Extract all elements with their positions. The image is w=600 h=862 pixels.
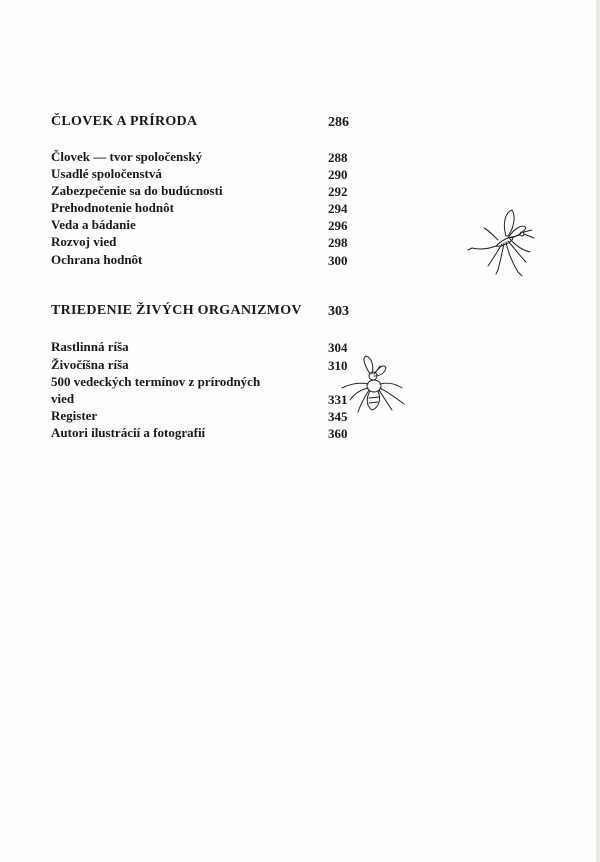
toc-page-number: 331 (328, 392, 348, 407)
fly-icon (340, 354, 412, 416)
page-edge (596, 0, 600, 862)
mosquito-icon (462, 204, 542, 280)
section-page-number: 286 (328, 115, 349, 130)
toc-entry: Usadlé spoločenstvá (51, 166, 162, 181)
toc-entry: Prehodnotenie hodnôt (51, 200, 174, 215)
toc-entry: Veda a bádanie (51, 217, 136, 232)
section-title-triedenie: TRIEDENIE ŽIVÝCH ORGANIZMOV (51, 303, 302, 318)
toc-entry: 500 vedeckých termínov z prírodných (51, 374, 261, 389)
toc-page-number: 360 (328, 426, 348, 441)
toc-page-number: 296 (328, 218, 348, 233)
toc-entry: Rastlinná ríša (51, 339, 129, 354)
toc-entry: Zabezpečenie sa do budúcnosti (51, 183, 223, 198)
toc-entry: Živočíšna ríša (51, 357, 129, 372)
toc-page-number: 310 (328, 358, 348, 373)
toc-entry: Ochrana hodnôt (51, 252, 143, 267)
toc-entry: Register (51, 408, 98, 423)
toc-entry-continuation: vied (51, 391, 75, 406)
section-page-number: 303 (328, 304, 349, 319)
toc-page-number: 298 (328, 235, 348, 250)
toc-page-number: 294 (328, 201, 348, 216)
toc-page-number: 345 (328, 409, 348, 424)
toc-entry: Človek — tvor spoločenský (51, 149, 203, 164)
toc-page-number: 304 (328, 340, 348, 355)
toc-page-number: 290 (328, 167, 348, 182)
section-title-clovek-a-priroda: ČLOVEK A PRÍRODA (51, 114, 198, 129)
toc-entry: Autori ilustrácií a fotografií (51, 425, 206, 440)
toc-page-number: 300 (328, 253, 348, 268)
toc-page-number: 288 (328, 150, 348, 165)
toc-page-number: 292 (328, 184, 348, 199)
toc-entry: Rozvoj vied (51, 234, 117, 249)
